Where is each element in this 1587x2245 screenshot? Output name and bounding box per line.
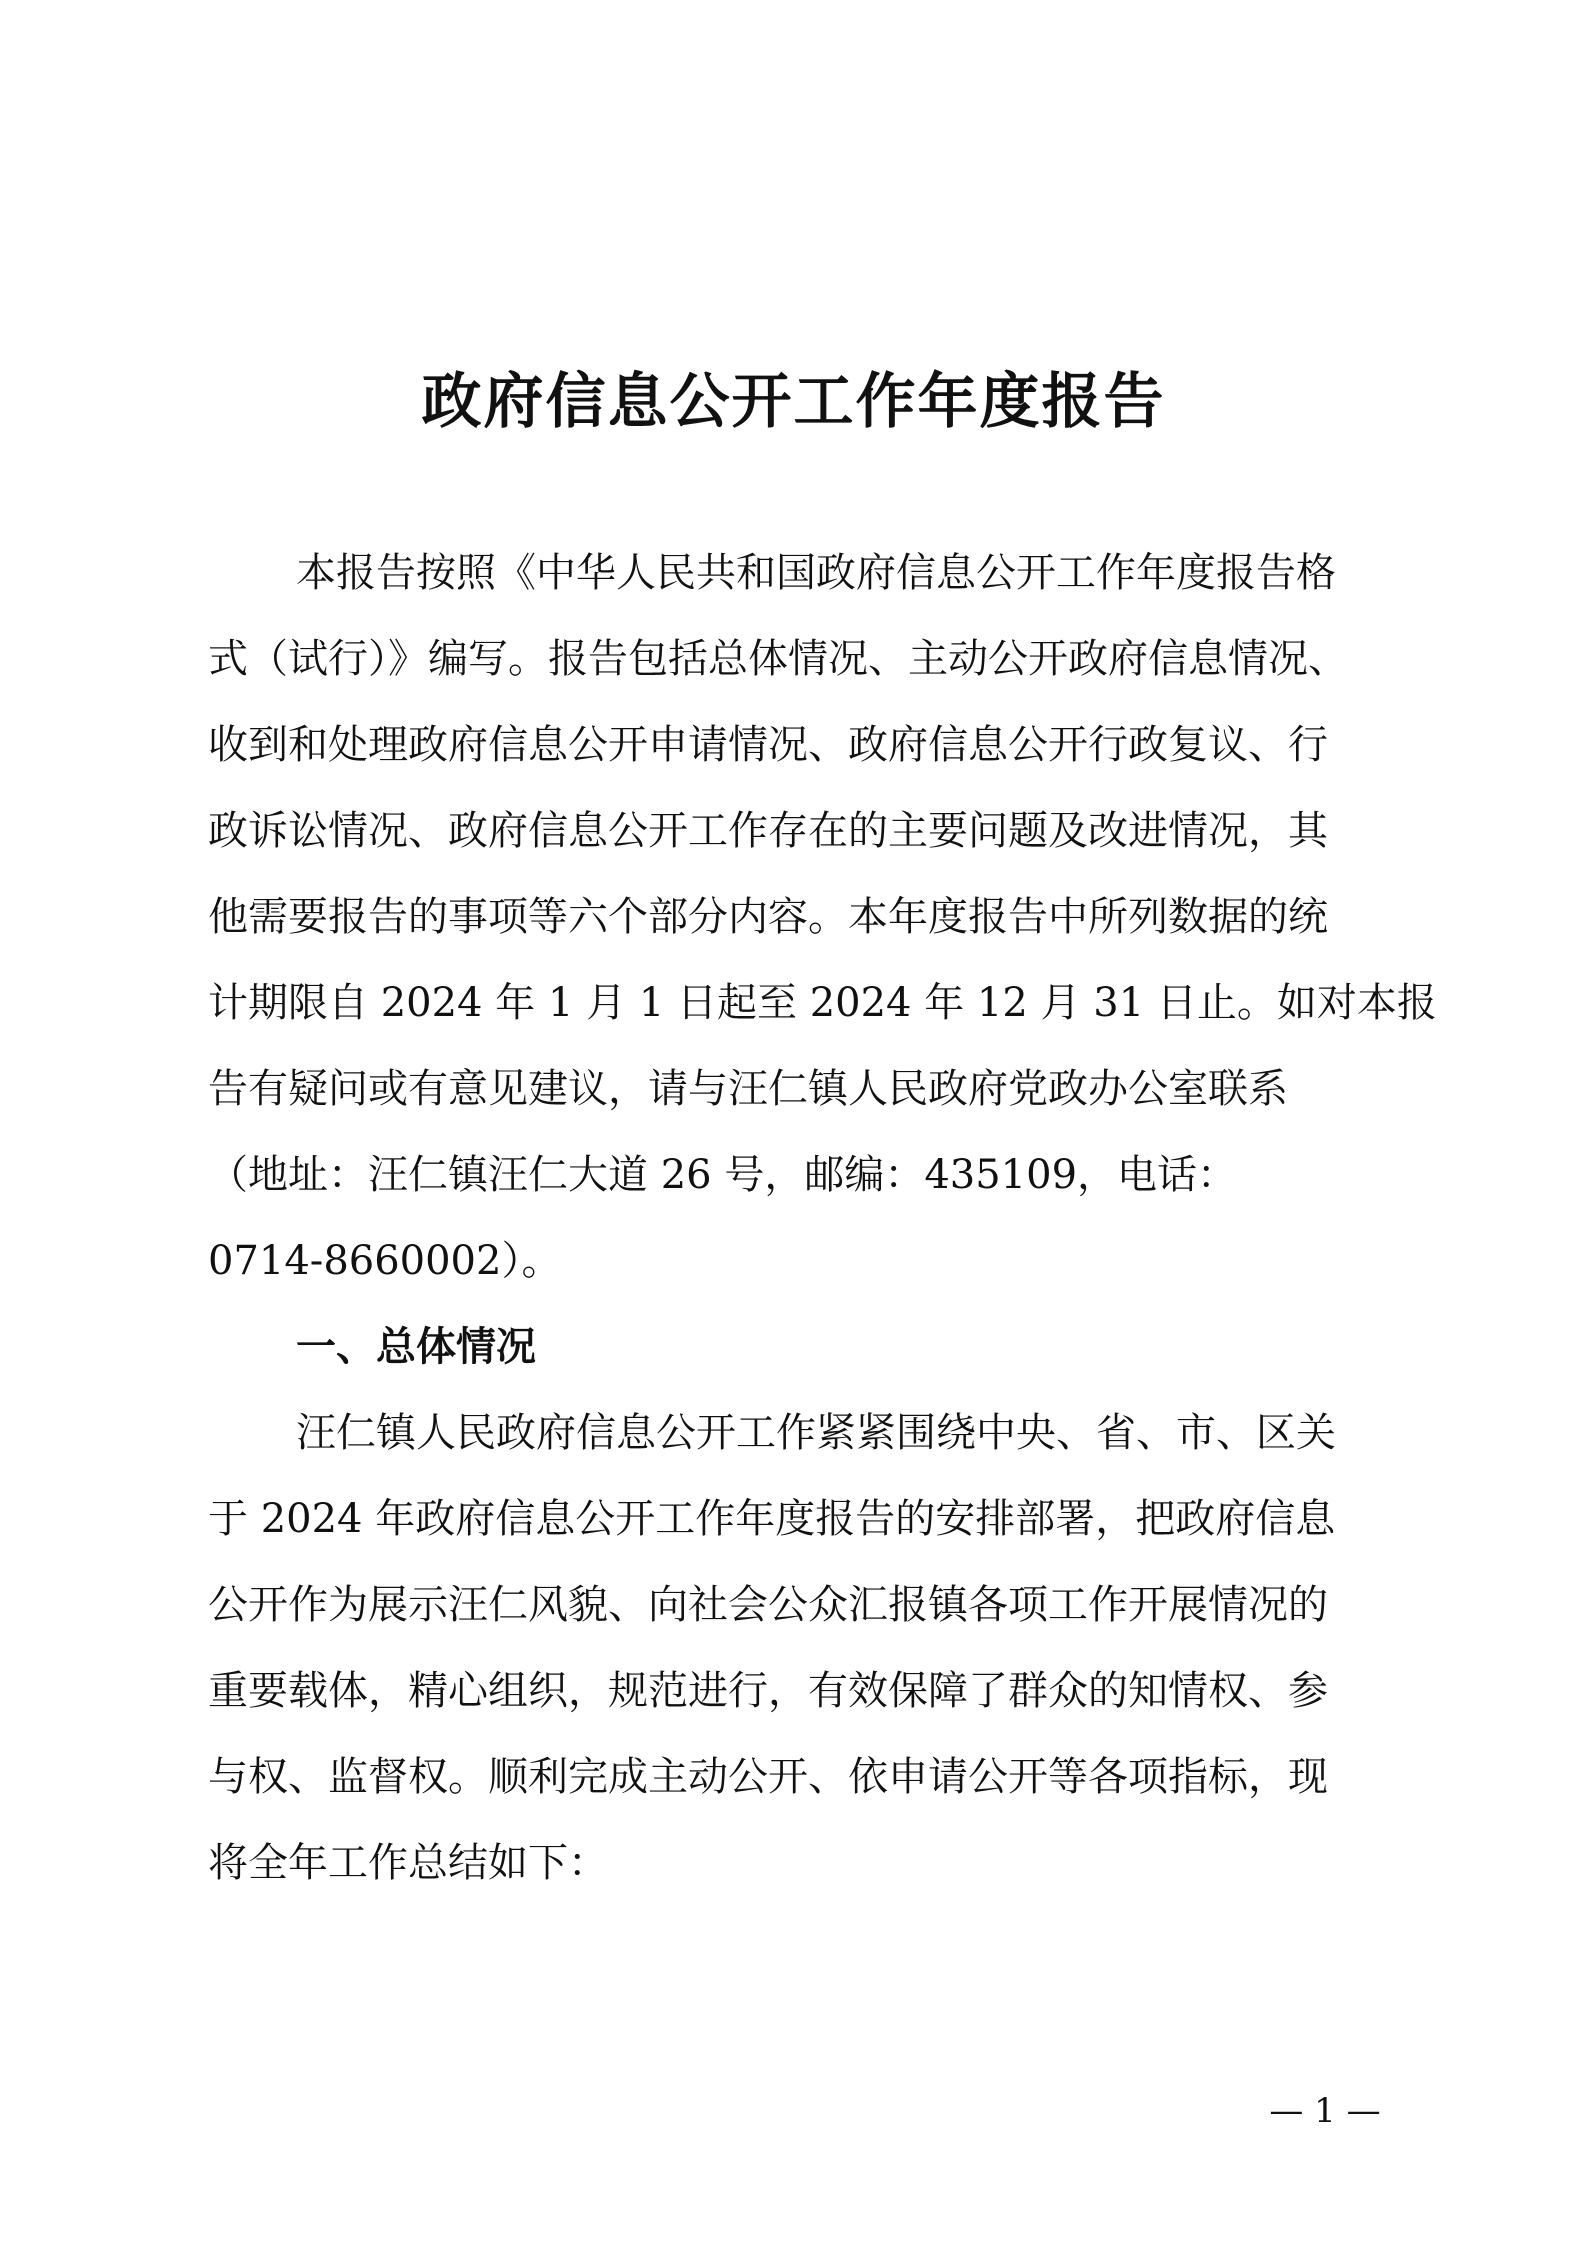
- line-text: 政诉讼情况、政府信息公开工作存在的主要问题及改进情况，其: [208, 808, 1328, 854]
- paragraph-line: [208, 1390, 1390, 1476]
- line-text: 式（试行）》编写。报告包括总体情况、主动公开政府信息情况、: [208, 636, 1348, 682]
- line-text: 汪仁镇人民政府信息公开工作紧紧围绕中央、省、市、区关: [296, 1410, 1336, 1456]
- line-text: 将全年工作总结如下：: [208, 1840, 608, 1886]
- paragraph-line: [208, 1476, 1390, 1562]
- line-text: 本报告按照《中华人民共和国政府信息公开工作年度报告格: [296, 550, 1336, 596]
- line-text: 计期限自 2024 年 1 月 1 日起至 2024 年 12 月 31 日止。如对本报: [208, 980, 1437, 1026]
- line-text: 与权、监督权。顺利完成主动公开、依申请公开等各项指标，现: [208, 1754, 1328, 1800]
- line-text: 告有疑问或有意见建议，请与汪仁镇人民政府党政办公室联系: [208, 1066, 1288, 1112]
- paragraph-line: [208, 530, 1390, 616]
- document-title: 政府信息公开工作年度报告: [421, 367, 1166, 437]
- line-text: 重要载体，精心组织，规范进行，有效保障了群众的知情权、参: [208, 1668, 1328, 1714]
- page-number: — 1 —: [1269, 2091, 1381, 2131]
- section-heading: 一、总体情况: [296, 1324, 536, 1370]
- line-text: 公开作为展示汪仁风貌、向社会公众汇报镇各项工作开展情况的: [208, 1582, 1328, 1628]
- paragraph-line: [208, 616, 1390, 702]
- paragraph-line: [208, 1820, 1390, 1906]
- paragraph-line: [208, 1132, 1390, 1218]
- paragraph-line: [208, 1648, 1390, 1734]
- line-text: 0714-8660002）。: [208, 1238, 562, 1284]
- line-text: 收到和处理政府信息公开申请情况、政府信息公开行政复议、行: [208, 722, 1328, 768]
- paragraph-line: [208, 702, 1390, 788]
- paragraph-line: [208, 1046, 1390, 1132]
- paragraph-line: [208, 874, 1390, 960]
- paragraph-line: [208, 1734, 1390, 1820]
- line-text: 他需要报告的事项等六个部分内容。本年度报告中所列数据的统: [208, 894, 1328, 940]
- line-text: 于 2024 年政府信息公开工作年度报告的安排部署，把政府信息: [208, 1496, 1336, 1542]
- paragraph-line: [208, 788, 1390, 874]
- line-text: （地址：汪仁镇汪仁大道 26 号，邮编：435109，电话：: [208, 1152, 1238, 1198]
- document-body: [208, 530, 1437, 1906]
- paragraph-line: [208, 960, 1437, 1046]
- paragraph-line: [208, 1562, 1390, 1648]
- paragraph-line: [208, 1218, 1390, 1304]
